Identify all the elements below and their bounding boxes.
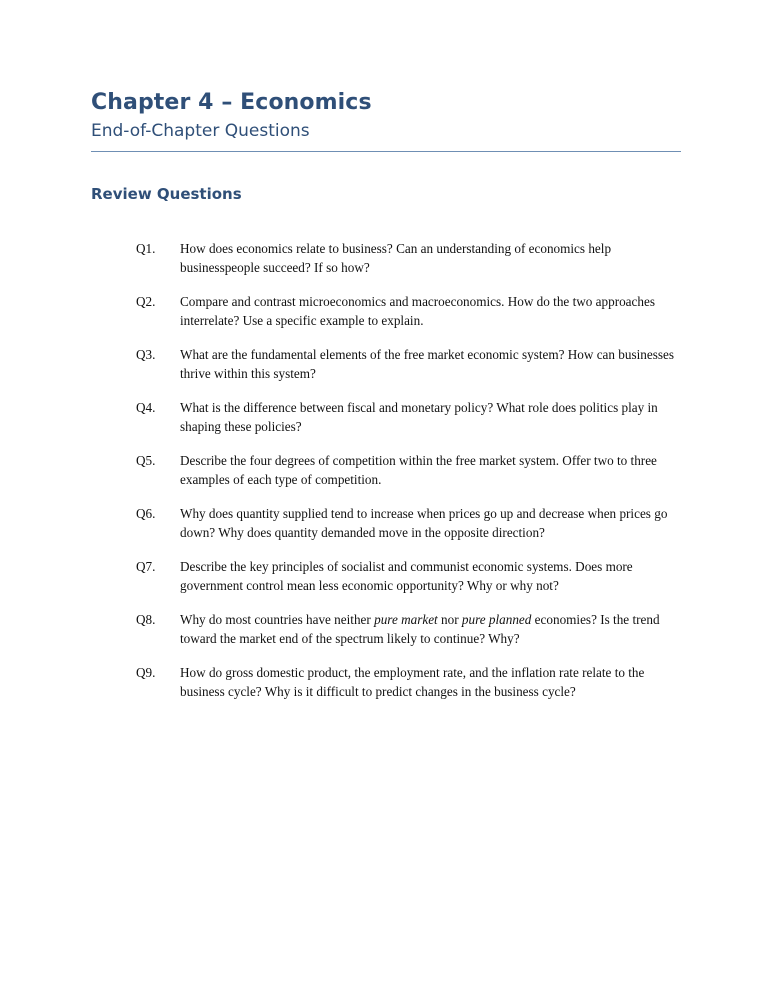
question-text — [180, 611, 696, 648]
question-text-segment: economies? Is the trend toward the market end of the spectrum likely to continue? Why? — [180, 612, 660, 646]
question-item — [136, 399, 696, 436]
question-number: Q1. — [136, 241, 156, 256]
question-text: Describe the key principles of socialist and communist economic systems. Does more government control mean less economic opportunity? Why or why not? — [180, 559, 633, 593]
chapter-title: Chapter 4 – Economics — [91, 90, 372, 115]
question-text-segment: Why do most countries have neither — [180, 612, 375, 627]
question-item — [136, 452, 696, 489]
review-questions-list — [136, 240, 696, 717]
question-number: Q2. — [136, 294, 156, 309]
question-number: Q4. — [136, 400, 156, 415]
chapter-subtitle: End-of-Chapter Questions — [91, 121, 310, 141]
italic-term-pure-planned: pure planned — [461, 612, 532, 627]
section-heading: Review Questions — [91, 185, 242, 203]
question-number: Q7. — [136, 559, 156, 574]
question-number: Q9. — [136, 665, 156, 680]
question-item — [136, 240, 696, 277]
question-number: Q8. — [136, 612, 156, 627]
question-text-segment: nor — [437, 612, 462, 627]
question-item — [136, 505, 696, 542]
question-item — [136, 293, 696, 330]
question-number: Q3. — [136, 347, 156, 362]
question-text: Compare and contrast microeconomics and macroeconomics. How do the two approaches interrelate? Use a specific example to explain. — [180, 294, 655, 328]
italic-term-pure-market: pure market — [374, 612, 438, 627]
question-item — [136, 558, 696, 595]
question-number: Q6. — [136, 506, 156, 521]
question-text: Why does quantity supplied tend to increase when prices go up and decrease when prices go down? Why does quantity demanded move in the opposite direction? — [180, 506, 668, 540]
question-number: Q5. — [136, 453, 156, 468]
question-item — [136, 611, 696, 648]
question-text: What is the difference between fiscal and monetary policy? What role does politics play in shaping these policies? — [180, 400, 658, 434]
question-text: What are the fundamental elements of the free market economic system? How can businesses thrive within this system? — [180, 347, 674, 381]
question-item — [136, 664, 696, 701]
question-item — [136, 346, 696, 383]
title-divider — [91, 151, 681, 152]
question-text: How does economics relate to business? Can an understanding of economics help businesspeople succeed? If so how? — [180, 241, 612, 275]
question-text: Describe the four degrees of competition within the free market system. Offer two to three examples of each type of competition. — [180, 453, 657, 487]
question-text: How do gross domestic product, the employment rate, and the inflation rate relate to the business cycle? Why is it difficult to predict changes in the business cycle? — [180, 665, 645, 699]
